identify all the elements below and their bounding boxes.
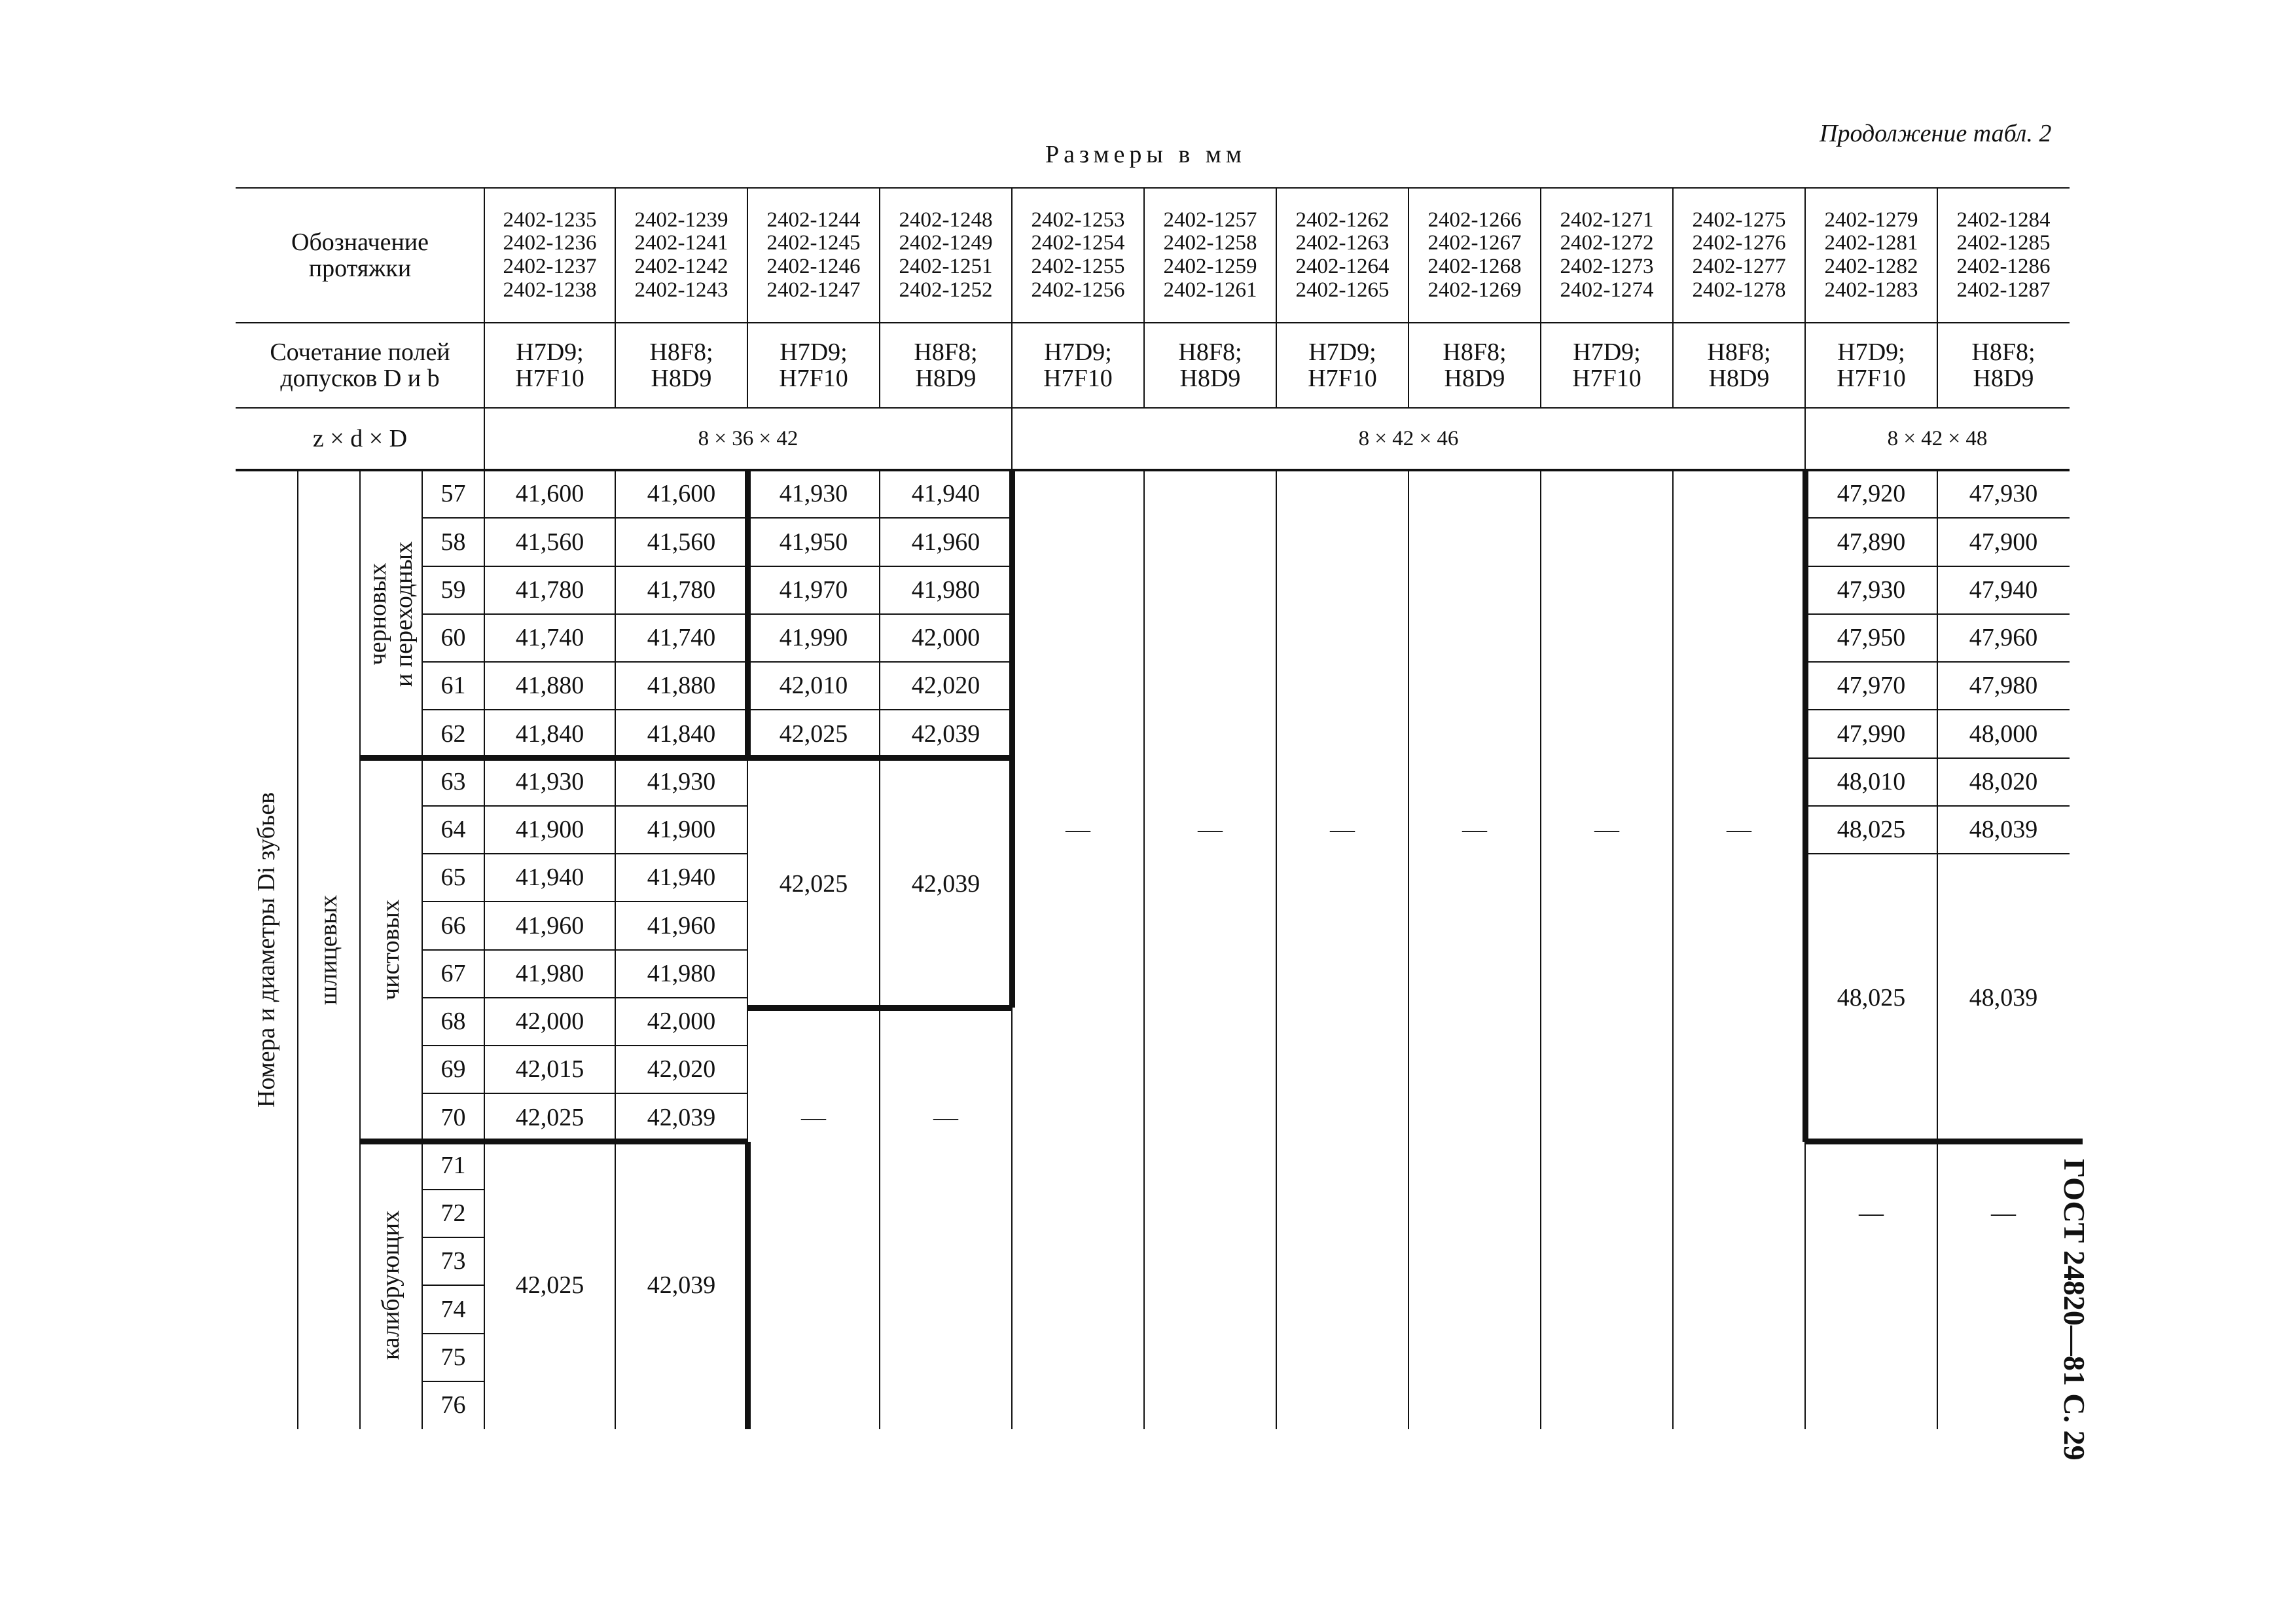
diameter-cell-merged: 42,039 <box>911 869 980 898</box>
diameter-cell: 48,020 <box>1969 767 2038 795</box>
dash-cell: — <box>801 1103 826 1131</box>
tooth-number-cell: 74 <box>440 1295 466 1323</box>
rule-line <box>745 1142 751 1430</box>
rule-line <box>236 322 2070 323</box>
diameter-cell: 42,000 <box>515 1008 584 1036</box>
rule-line <box>1805 757 2070 759</box>
tolerance-cell: H8F8; H8D9 <box>1971 338 2036 392</box>
diameter-cell: 41,980 <box>911 575 980 604</box>
rule-line <box>1805 566 2070 567</box>
rule-line <box>360 755 747 761</box>
diameter-cell: 41,900 <box>515 816 584 844</box>
rule-line <box>1805 805 2070 807</box>
diameter-cell: 42,015 <box>515 1055 584 1084</box>
rule-line <box>422 1045 747 1046</box>
designation-cell: 2402-1279 2402-1281 2402-1282 2402-1283 <box>1824 208 1918 302</box>
rule-line <box>422 1237 484 1238</box>
units-label: Размеры в мм <box>1045 141 1246 168</box>
diameter-cell: 41,780 <box>647 575 716 604</box>
dash-cell: — <box>1594 816 1619 844</box>
tooth-number-cell: 76 <box>440 1391 466 1419</box>
dash-cell: — <box>1066 816 1090 844</box>
tooth-number-cell: 60 <box>440 624 466 652</box>
tolerance-cell: H8F8; H8D9 <box>1707 338 1771 392</box>
diameter-cell: 41,600 <box>515 480 584 508</box>
diameter-cell: 47,980 <box>1969 672 2038 700</box>
rule-line <box>1672 188 1674 408</box>
rule-line <box>1143 188 1145 408</box>
tooth-number-cell: 72 <box>440 1199 466 1228</box>
diameter-cell: 48,025 <box>1837 816 1906 844</box>
rule-line <box>747 188 748 408</box>
rule-line <box>1805 517 2070 519</box>
diameter-cell: 41,980 <box>515 959 584 987</box>
diameter-cell: 41,600 <box>647 480 716 508</box>
tooth-number-cell: 67 <box>440 959 466 987</box>
diameter-cell: 42,025 <box>779 720 848 748</box>
rule-line <box>297 470 298 1429</box>
tooth-number-cell: 63 <box>440 767 466 795</box>
rule-line <box>1805 709 2070 710</box>
dash-cell: — <box>1462 816 1487 844</box>
rule-line <box>1540 470 1541 1429</box>
diameter-cell: 41,960 <box>647 911 716 939</box>
group-label-calibrating: калибрующих <box>376 1211 404 1360</box>
rule-line <box>879 188 880 408</box>
rule-line <box>422 1189 484 1190</box>
diameter-cell: 41,780 <box>515 575 584 604</box>
dash-cell: — <box>1859 1199 1884 1228</box>
tolerance-cell: H7D9; H7F10 <box>779 338 848 392</box>
dash-cell: — <box>1198 816 1223 844</box>
tolerance-cell: H7D9; H7F10 <box>1837 338 1906 392</box>
rule-line <box>1009 470 1015 1008</box>
diameter-cell: 41,930 <box>647 767 716 795</box>
diameter-cell: 42,025 <box>515 1103 584 1131</box>
rule-line <box>1540 188 1541 408</box>
diameter-cell: 41,940 <box>911 480 980 508</box>
designation-cell: 2402-1248 2402-1249 2402-1251 2402-1252 <box>899 208 993 302</box>
diameter-cell: 47,920 <box>1837 480 1906 508</box>
header-tolerance: Сочетание полей допусков D и b <box>270 338 450 392</box>
diameter-cell: 48,000 <box>1969 720 2038 748</box>
rule-line <box>422 1333 484 1334</box>
tolerance-cell: H7D9; H7F10 <box>1043 338 1113 392</box>
diameter-cell: 42,000 <box>911 624 980 652</box>
designation-cell: 2402-1235 2402-1236 2402-1237 2402-1238 <box>503 208 597 302</box>
tooth-number-cell: 62 <box>440 720 466 748</box>
diameter-cell: 41,990 <box>779 624 848 652</box>
diameter-cell: 41,940 <box>647 864 716 892</box>
rule-line <box>1011 1008 1013 1429</box>
diameter-cell: 47,930 <box>1837 575 1906 604</box>
diameter-cell: 41,930 <box>515 767 584 795</box>
tooth-number-cell: 69 <box>440 1055 466 1084</box>
diameter-cell: 41,740 <box>647 624 716 652</box>
rule-line <box>747 755 1012 761</box>
designation-cell: 2402-1253 2402-1254 2402-1255 2402-1256 <box>1031 208 1125 302</box>
diameter-cell: 47,900 <box>1969 528 2038 556</box>
diameter-cell-merged: 42,025 <box>515 1271 584 1300</box>
diameter-cell: 41,840 <box>647 720 716 748</box>
diameter-cell: 41,840 <box>515 720 584 748</box>
tolerance-cell: H7D9; H7F10 <box>1572 338 1641 392</box>
diameter-cell: 48,039 <box>1969 816 2038 844</box>
tooth-number-cell: 59 <box>440 575 466 604</box>
diameter-cell: 42,000 <box>647 1008 716 1036</box>
header-designation: Обозначение протяжки <box>291 228 429 282</box>
rule-line <box>1805 661 2070 663</box>
rule-line <box>236 407 2070 409</box>
side-label-spline: шлицевых <box>314 894 342 1005</box>
diameter-cell: 41,740 <box>515 624 584 652</box>
dash-cell: — <box>1727 816 1751 844</box>
tooth-number-cell: 70 <box>440 1103 466 1131</box>
size-cell-1: 8 × 36 × 42 <box>698 426 798 450</box>
continuation-label: Продолжение табл. 2 <box>1820 120 2052 147</box>
tolerance-cell: H7D9; H7F10 <box>515 338 584 392</box>
rule-line <box>422 1093 747 1094</box>
rule-line <box>1804 188 1806 470</box>
tooth-number-cell: 58 <box>440 528 466 556</box>
rule-line <box>615 188 616 408</box>
designation-cell: 2402-1266 2402-1267 2402-1268 2402-1269 <box>1427 208 1522 302</box>
designation-cell: 2402-1244 2402-1245 2402-1246 2402-1247 <box>766 208 861 302</box>
rule-line <box>422 853 747 854</box>
rule-line <box>1805 1139 2083 1144</box>
diameter-cell: 48,010 <box>1837 767 1906 795</box>
rule-line <box>1805 853 2070 854</box>
diameter-cell: 42,039 <box>911 720 980 748</box>
page-footer: ГОСТ 24820—81 С. 29 <box>2058 1159 2091 1461</box>
diameter-cell-merged: 48,025 <box>1837 983 1906 1012</box>
diameter-cell: 47,970 <box>1837 672 1906 700</box>
rule-line <box>422 1381 484 1382</box>
diameter-cell: 42,010 <box>779 672 848 700</box>
tooth-number-cell: 71 <box>440 1151 466 1179</box>
rule-line <box>360 1139 484 1144</box>
side-label-teeth: Номера и диаметры Di зубьев <box>252 792 280 1108</box>
tooth-number-cell: 75 <box>440 1343 466 1371</box>
header-size: z × d × D <box>312 425 408 453</box>
diameter-cell: 42,039 <box>647 1103 716 1131</box>
designation-cell: 2402-1262 2402-1263 2402-1264 2402-1265 <box>1295 208 1390 302</box>
rule-line <box>422 805 747 807</box>
rule-line <box>484 1139 747 1144</box>
rule-line <box>1011 188 1013 470</box>
header-bottom-rule <box>236 469 2070 471</box>
tolerance-cell: H8F8; H8D9 <box>1443 338 1507 392</box>
diameter-cell-merged: 42,039 <box>647 1271 716 1300</box>
designation-cell: 2402-1275 2402-1276 2402-1277 2402-1278 <box>1692 208 1786 302</box>
diameter-cell: 41,940 <box>515 864 584 892</box>
rule-line <box>1276 188 1277 408</box>
tooth-number-cell: 57 <box>440 480 466 508</box>
rule-line <box>359 470 361 1429</box>
diameter-cell: 41,880 <box>515 672 584 700</box>
tooth-number-cell: 65 <box>440 864 466 892</box>
group-label-rough: черновых и переходных <box>363 541 418 687</box>
diameter-cell: 47,930 <box>1969 480 2038 508</box>
designation-cell: 2402-1271 2402-1272 2402-1273 2402-1274 <box>1560 208 1654 302</box>
diameter-cell: 42,020 <box>911 672 980 700</box>
designation-cell: 2402-1239 2402-1241 2402-1242 2402-1243 <box>634 208 728 302</box>
diameter-cell-merged: 48,039 <box>1969 983 2038 1012</box>
tolerance-cell: H8F8; H8D9 <box>914 338 978 392</box>
diameter-cell: 41,970 <box>779 575 848 604</box>
table-top-rule <box>236 187 2070 189</box>
rule-line <box>1804 1142 1806 1430</box>
group-label-finish: чистовых <box>376 899 404 1000</box>
rule-line <box>422 613 1012 615</box>
tooth-number-cell: 73 <box>440 1247 466 1275</box>
diameter-cell: 41,960 <box>911 528 980 556</box>
rule-line <box>747 1005 1012 1011</box>
diameter-cell: 41,880 <box>647 672 716 700</box>
tooth-number-cell: 68 <box>440 1008 466 1036</box>
rule-line <box>422 1285 484 1286</box>
dash-cell: — <box>1991 1199 2016 1228</box>
tolerance-cell: H8F8; H8D9 <box>649 338 713 392</box>
rule-line <box>1143 470 1145 1429</box>
diameter-cell: 47,940 <box>1969 575 2038 604</box>
rule-line <box>422 901 747 902</box>
tolerance-cell: H8F8; H8D9 <box>1178 338 1242 392</box>
size-cell-2: 8 × 42 × 46 <box>1358 426 1459 450</box>
diameter-cell: 41,900 <box>647 816 716 844</box>
tooth-number-cell: 61 <box>440 672 466 700</box>
diameter-cell: 47,960 <box>1969 624 2038 652</box>
rule-line <box>422 997 747 998</box>
diameter-cell: 41,560 <box>647 528 716 556</box>
designation-cell: 2402-1284 2402-1285 2402-1286 2402-1287 <box>1956 208 2051 302</box>
rule-line <box>422 517 1012 519</box>
rule-line <box>422 709 1012 710</box>
diameter-cell: 47,950 <box>1837 624 1906 652</box>
rule-line <box>484 188 485 1429</box>
rule-line <box>422 566 1012 567</box>
rule-line <box>1805 613 2070 615</box>
tooth-number-cell: 66 <box>440 911 466 939</box>
dash-cell: — <box>1330 816 1355 844</box>
rule-line <box>1408 470 1409 1429</box>
rule-line <box>1672 470 1674 1429</box>
diameter-cell: 47,890 <box>1837 528 1906 556</box>
diameter-cell: 47,990 <box>1837 720 1906 748</box>
diameter-cell-merged: 42,025 <box>779 869 848 898</box>
diameter-cell: 41,560 <box>515 528 584 556</box>
rule-line <box>422 949 747 951</box>
tolerance-cell: H7D9; H7F10 <box>1308 338 1377 392</box>
diameter-cell: 41,960 <box>515 911 584 939</box>
designation-cell: 2402-1257 2402-1258 2402-1259 2402-1261 <box>1163 208 1257 302</box>
diameter-cell: 41,980 <box>647 959 716 987</box>
rule-line <box>422 661 1012 663</box>
tooth-number-cell: 64 <box>440 816 466 844</box>
size-cell-3: 8 × 42 × 48 <box>1887 426 1988 450</box>
diameter-cell: 42,020 <box>647 1055 716 1084</box>
diameter-cell: 41,950 <box>779 528 848 556</box>
dash-cell: — <box>933 1103 958 1131</box>
rule-line <box>1276 470 1277 1429</box>
diameter-cell: 41,930 <box>779 480 848 508</box>
rule-line <box>1408 188 1409 408</box>
rule-line <box>1937 188 1938 408</box>
